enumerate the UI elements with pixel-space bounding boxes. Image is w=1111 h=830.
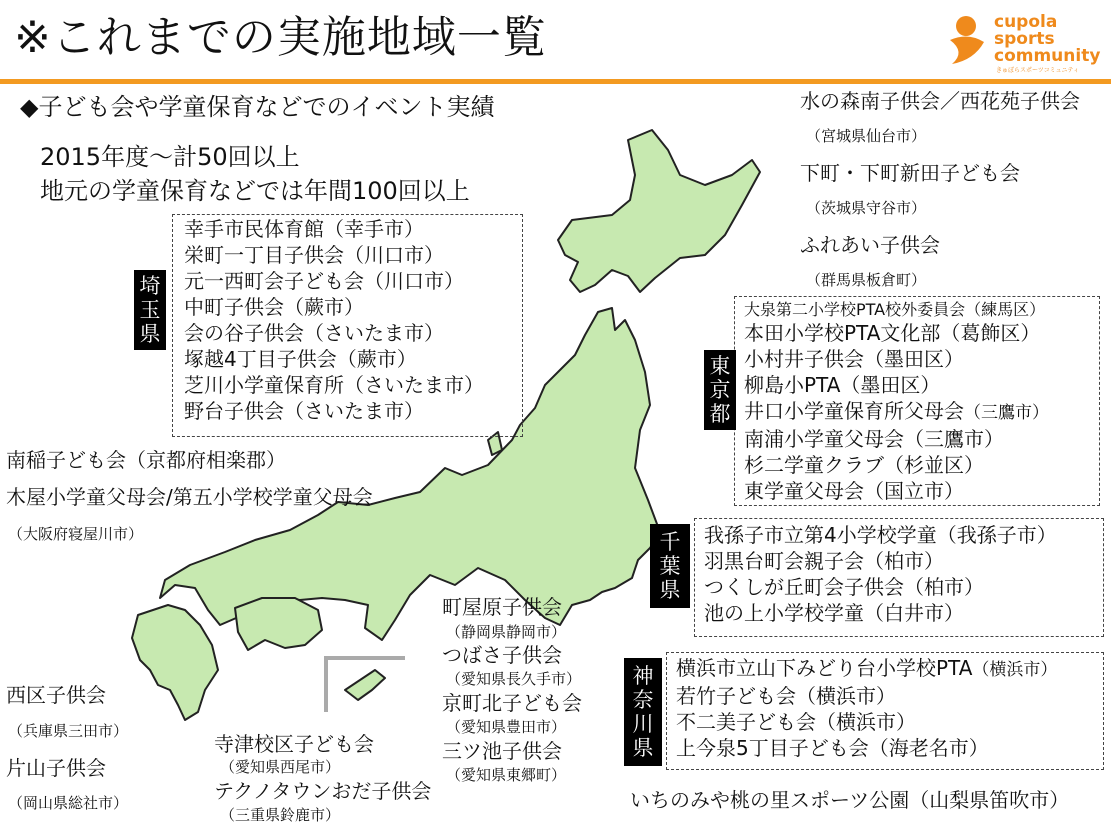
minami-ina-entry: 南稲子ども会（京都府相楽郡） bbox=[6, 448, 286, 472]
intro-line-1: 2015年度～計50回以上 bbox=[40, 143, 300, 171]
katayama-location: （岡山県総社市） bbox=[8, 794, 129, 812]
nishiku-location: （兵庫県三田市） bbox=[8, 722, 129, 740]
header-divider bbox=[0, 79, 1111, 84]
kyomachi-location: （愛知県豊田市） bbox=[446, 718, 567, 736]
mitsuike-entry: 三ツ池子供会 bbox=[442, 739, 562, 763]
list-item: 芝川小学童保育所（さいたま市） bbox=[184, 373, 484, 397]
list-item: 元一西町会子ども会（川口市） bbox=[184, 269, 464, 293]
list-item: 我孫子市立第4小学校学童（我孫子市） bbox=[704, 523, 1057, 547]
shimomachi-location: （茨城県守谷市） bbox=[806, 199, 927, 217]
hokkaido-shape bbox=[558, 130, 760, 292]
shikoku-shape bbox=[235, 598, 322, 650]
kanagawa-label: 神奈川県 bbox=[624, 658, 662, 766]
list-item: 不二美子ども会（横浜市） bbox=[676, 710, 916, 734]
tokyo-label: 東京都 bbox=[704, 350, 736, 430]
list-item: 栄町一丁目子供会（川口市） bbox=[184, 243, 444, 267]
list-item: 東学童父母会（国立市） bbox=[744, 479, 964, 503]
tsubasa-location: （愛知県長久手市） bbox=[446, 670, 582, 688]
list-item: 小村井子供会（墨田区） bbox=[744, 347, 964, 371]
mizunomori-entry: 水の森南子供会／西花苑子供会 bbox=[800, 89, 1080, 113]
chiba-label: 千葉県 bbox=[650, 524, 690, 608]
list-item: 杉二学童クラブ（杉並区） bbox=[744, 453, 984, 477]
kyushu-shape bbox=[132, 605, 218, 720]
list-item: 本田小学校PTA文化部（葛飾区） bbox=[744, 321, 1041, 345]
chiba-list bbox=[704, 522, 1057, 626]
list-item: 横浜市立山下みどり台小学校PTA（横浜市） bbox=[676, 656, 1058, 680]
list-item: 塚越4丁目子供会（蕨市） bbox=[184, 347, 417, 371]
logo-wordmark: cupola sports community bbox=[994, 12, 1101, 66]
tsubasa-entry: つばさ子供会 bbox=[442, 643, 562, 667]
fureai-entry: ふれあい子供会 bbox=[800, 233, 940, 257]
list-item: つくしが丘町会子供会（柏市） bbox=[704, 575, 984, 599]
shimomachi-entry: 下町・下町新田子ども会 bbox=[800, 161, 1020, 185]
list-item: 野台子供会（さいたま市） bbox=[184, 399, 424, 423]
list-item: 中町子供会（蕨市） bbox=[184, 295, 364, 319]
machiyabara-location: （静岡県静岡市） bbox=[446, 623, 567, 641]
logo-mark-icon bbox=[944, 12, 992, 70]
kanagawa-list bbox=[676, 655, 1057, 761]
list-item: 南浦小学童父母会（三鷹市） bbox=[744, 427, 1004, 451]
list-item: 会の谷子供会（さいたま市） bbox=[184, 321, 444, 345]
list-item: 大泉第二小学校PTA校外委員会（練馬区） bbox=[744, 300, 1046, 319]
terazu-location: （愛知県西尾市） bbox=[220, 758, 341, 776]
katayama-entry: 片山子供会 bbox=[6, 756, 106, 780]
page-title: ※これまでの実施地域一覧 bbox=[14, 12, 547, 63]
cupola-logo bbox=[944, 12, 1104, 74]
list-item: 幸手市民体育館（幸手市） bbox=[184, 217, 424, 241]
machiyabara-entry: 町屋原子供会 bbox=[442, 595, 562, 619]
list-item: 上今泉5丁目子ども会（海老名市） bbox=[676, 736, 989, 760]
fureai-location: （群馬県板倉町） bbox=[806, 271, 927, 289]
yamanashi-entry: いちのみや桃の里スポーツ公園（山梨県笛吹市） bbox=[630, 788, 1070, 812]
saitama-label: 埼玉県 bbox=[134, 270, 166, 350]
list-item: 羽黒台町会親子会（柏市） bbox=[704, 549, 944, 573]
terazu-entry: 寺津校区子ども会 bbox=[214, 732, 374, 756]
intro-heading: ◆子ども会や学童保育などでのイベント実績 bbox=[20, 93, 495, 121]
logo-subtitle: きゅぽらスポーツコミュニティ bbox=[996, 67, 1080, 74]
kyomachi-entry: 京町北子ども会 bbox=[442, 691, 582, 715]
list-item: 井口小学童保育所父母会（三鷹市） bbox=[744, 399, 1049, 423]
list-item: 池の上小学校学童（白井市） bbox=[704, 601, 964, 625]
kiya-location: （大阪府寝屋川市） bbox=[8, 525, 144, 543]
kiya-entry: 木屋小学童父母会/第五小学校学童父母会 bbox=[6, 485, 373, 509]
technotown-location: （三重県鈴鹿市） bbox=[220, 806, 341, 824]
mitsuike-location: （愛知県東郷町） bbox=[446, 766, 567, 784]
mizunomori-location: （宮城県仙台市） bbox=[806, 127, 927, 145]
technotown-entry: テクノタウンおだ子供会 bbox=[214, 779, 432, 803]
okinawa-shape bbox=[345, 670, 385, 700]
list-item: 柳島小PTA（墨田区） bbox=[744, 373, 941, 397]
list-item: 若竹子ども会（横浜市） bbox=[676, 684, 896, 708]
tokyo-list bbox=[744, 320, 1049, 504]
intro-line-2: 地元の学童保育などでは年間100回以上 bbox=[40, 177, 470, 205]
saitama-list bbox=[184, 216, 484, 424]
nishiku-entry: 西区子供会 bbox=[6, 683, 106, 707]
